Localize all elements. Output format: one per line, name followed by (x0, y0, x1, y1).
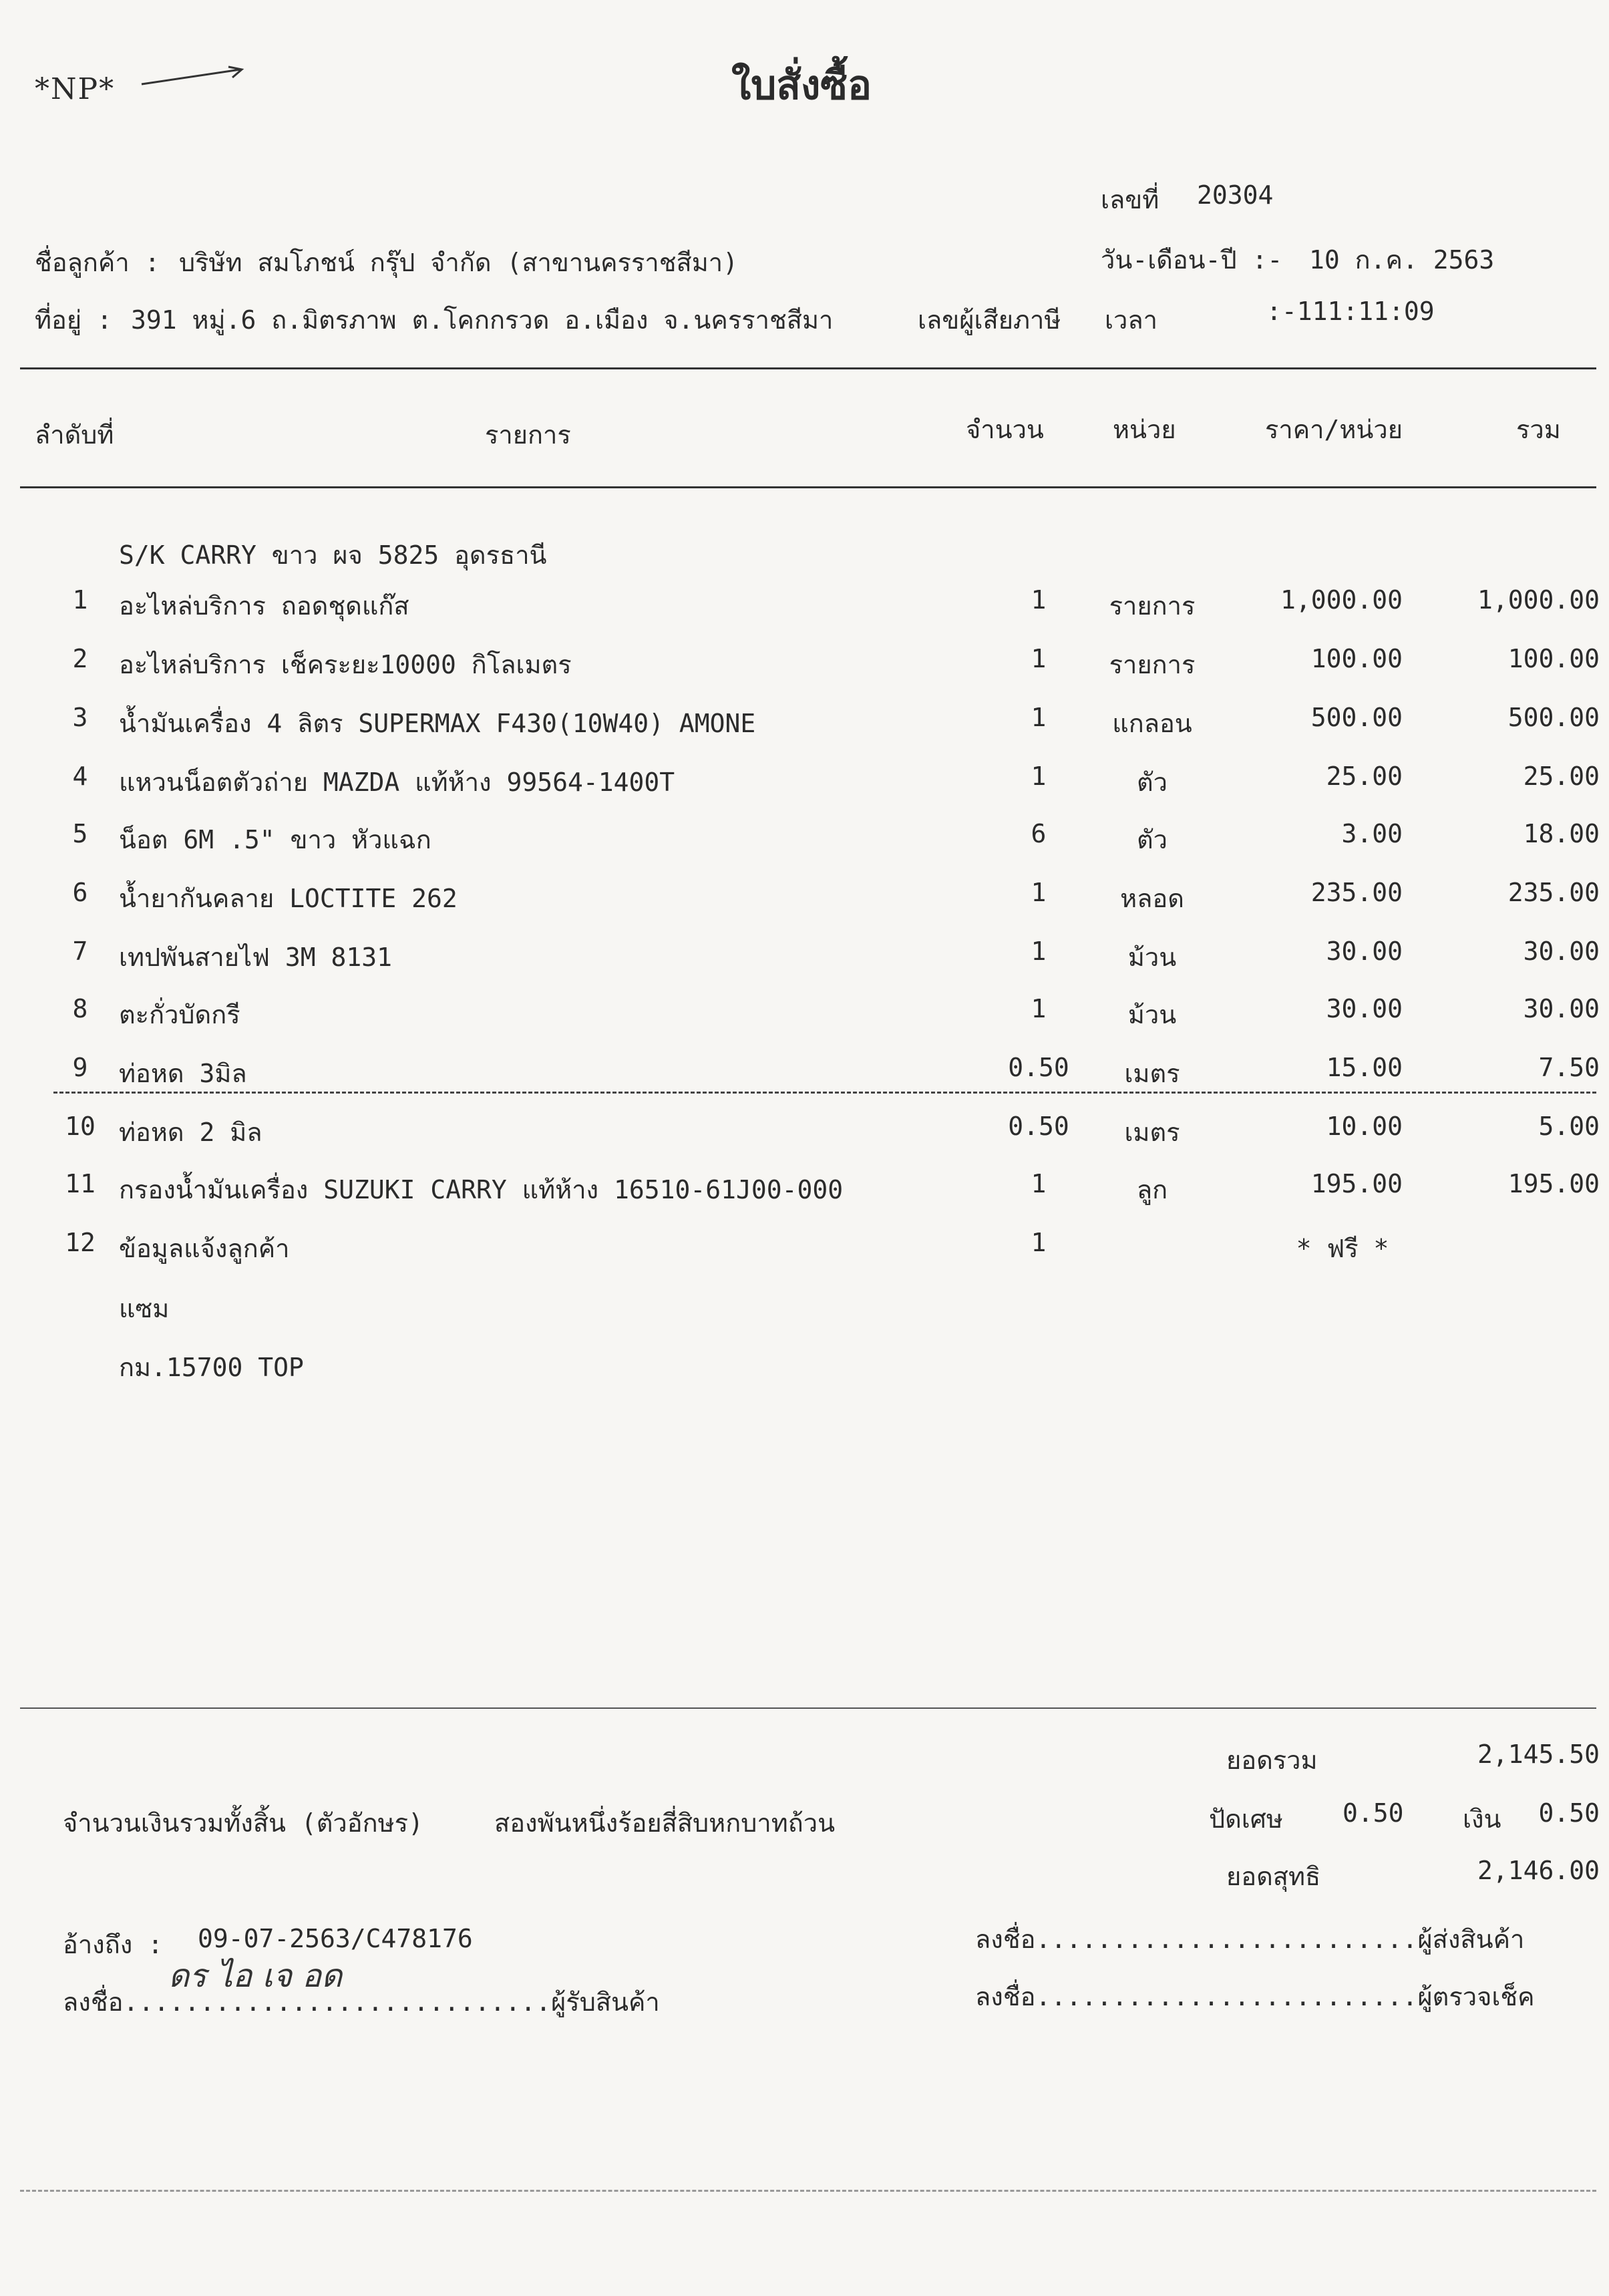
rounding-label: ปัดเศษ (1209, 1804, 1283, 1834)
item-qty: 1 (1031, 762, 1047, 791)
item-desc: อะไหล่บริการ เช็คระยะ10000 กิโลเมตร (119, 650, 572, 679)
item-no: 7 (72, 937, 88, 966)
item-desc: กรองน้ำมันเครื่อง SUZUKI CARRY แท้ห้าง 16510-61J00-000 (119, 1175, 844, 1204)
doc-no-value: 20304 (1197, 180, 1274, 210)
item-total: 500.00 (1507, 703, 1600, 732)
item-unit: เมตร (1124, 1059, 1180, 1088)
item-unit: ม้วน (1127, 943, 1177, 972)
customer-value: บริษัท สมโภชน์ กรุ๊ป จำกัด (สาขานครราชสีมา) (179, 248, 738, 277)
table-row (0, 585, 1609, 639)
item-unit: หลอด (1120, 884, 1184, 913)
item-no: 6 (72, 878, 88, 907)
item-unit: แกลอน (1112, 709, 1192, 738)
item-total: 30.00 (1523, 937, 1600, 966)
item-total: 235.00 (1507, 878, 1600, 907)
item-qty: 0.50 (1008, 1112, 1069, 1141)
item-no: 12 (65, 1228, 96, 1257)
cash-label: เงิน (1463, 1804, 1501, 1834)
item-total: 195.00 (1507, 1169, 1600, 1198)
item-unit: รายการ (1109, 650, 1196, 679)
doc-no-label: เลขที่ (1101, 185, 1159, 214)
item-no: 2 (72, 644, 88, 673)
col-unit-header: หน่วย (1113, 415, 1176, 444)
col-total-header: รวม (1516, 415, 1561, 444)
item-desc: เทปพันสายไฟ 3M 8131 (119, 943, 393, 972)
vehicle-info: S/K CARRY ขาว ผจ 5825 อุดรธานี (119, 540, 547, 570)
item-qty: 1 (1031, 937, 1047, 966)
item-price: 235.00 (1310, 878, 1403, 907)
item-desc: ท่อหด 2 มิล (119, 1118, 262, 1147)
col-no-header: ลำดับที่ (35, 420, 114, 450)
item-total: 1,000.00 (1477, 585, 1600, 615)
table-row (0, 703, 1609, 756)
item-total: 18.00 (1523, 819, 1600, 848)
net-value: 2,146.00 (1477, 1856, 1600, 1885)
item-total: 7.50 (1538, 1053, 1600, 1082)
item-price: 15.00 (1326, 1053, 1403, 1082)
item-qty: 1 (1031, 878, 1047, 907)
item-no: 4 (72, 762, 88, 791)
table-row (0, 1169, 1609, 1222)
receiver-handwritten-signature: ดร ไอ เจ อด (168, 1957, 343, 1995)
col-price-header: ราคา/หน่วย (1265, 415, 1403, 444)
item-price: 10.00 (1326, 1112, 1403, 1141)
item-price: 25.00 (1326, 762, 1403, 791)
item-no: 11 (65, 1169, 96, 1198)
subtotal-value: 2,145.50 (1477, 1740, 1600, 1769)
time-label: เวลา (1105, 305, 1157, 335)
table-row (0, 1112, 1609, 1165)
item-desc: น้ำยากันคลาย LOCTITE 262 (119, 884, 458, 913)
item-price: 30.00 (1326, 994, 1403, 1023)
item-price: 100.00 (1310, 644, 1403, 673)
item-desc: อะไหล่บริการ ถอดชุดแก๊ส (119, 591, 409, 621)
subtotal-label: ยอดรวม (1226, 1746, 1318, 1775)
item-unit: ลูก (1136, 1175, 1168, 1204)
col-qty-header: จำนวน (966, 415, 1044, 444)
item-price: 195.00 (1310, 1169, 1403, 1198)
item-price: 1,000.00 (1280, 585, 1403, 615)
item-qty: 1 (1031, 703, 1047, 732)
amount-words-label: จำนวนเงินรวมทั้งสิ้น (ตัวอักษร) (63, 1808, 423, 1838)
date-label: วัน-เดือน-ปี :- (1101, 245, 1283, 275)
np-stamp: *NP* (35, 72, 116, 106)
item-unit: ตัว (1136, 825, 1168, 854)
item-price: * ฟรี * (1296, 1234, 1389, 1263)
document-title: ใบสั่งซื้อ (731, 62, 872, 109)
receiver-sign-line: ลงชื่อ............................ผู้รับสินค้า (63, 1987, 660, 2017)
checker-sign-line: ลงชื่อ.........................ผู้ตรวจเช็ค (975, 1982, 1535, 2011)
item-unit: ตัว (1136, 768, 1168, 797)
item-qty: 6 (1031, 819, 1047, 848)
amount-words-value: สองพันหนึ่งร้อยสี่สิบหกบาทถ้วน (494, 1808, 836, 1838)
item-no: 5 (72, 819, 88, 848)
table-row (0, 937, 1609, 990)
item-desc: น้ำมันเครื่อง 4 ลิตร SUPERMAX F430(10W40) AMONE (119, 709, 756, 738)
item-total: 30.00 (1523, 994, 1600, 1023)
time-value: :-111:11:09 (1266, 297, 1435, 326)
customer-label: ชื่อลูกค้า : (35, 248, 160, 277)
item-price: 3.00 (1341, 819, 1403, 848)
item-total: 100.00 (1507, 644, 1600, 673)
date-value: 10 ก.ค. 2563 (1309, 245, 1495, 275)
table-row (0, 994, 1609, 1047)
col-desc-header: รายการ (485, 420, 571, 450)
address-label: ที่อยู่ : (35, 305, 112, 335)
rounding-value: 0.50 (1343, 1798, 1404, 1828)
item-qty: 1 (1031, 994, 1047, 1023)
sender-sign-line: ลงชื่อ.........................ผู้ส่งสินค้า (975, 1925, 1525, 1954)
item-no: 9 (72, 1053, 88, 1082)
item-qty: 1 (1031, 1169, 1047, 1198)
item-desc: น็อต 6M .5" ขาว หัวแฉก (119, 825, 431, 854)
note-line: กม.15700 TOP (119, 1353, 304, 1382)
cash-value: 0.50 (1538, 1798, 1600, 1828)
item-no: 10 (65, 1112, 96, 1141)
stamp-arrow-mark (140, 64, 247, 91)
bottom-tear-line (20, 2190, 1596, 2192)
tax-id-label: เลขผู้เสียภาษี (918, 305, 1061, 335)
item-no: 3 (72, 703, 88, 732)
item-price: 30.00 (1326, 937, 1403, 966)
column-header-divider (20, 486, 1596, 488)
net-label: ยอดสุทธิ (1226, 1862, 1321, 1891)
item-desc: ตะกั่วบัดกรี (119, 1000, 240, 1029)
item-unit: เมตร (1124, 1118, 1180, 1147)
summary-divider (20, 1707, 1596, 1709)
table-row (0, 762, 1609, 815)
item-no: 1 (72, 585, 88, 615)
reference-value: 09-07-2563/C478176 (198, 1924, 473, 1953)
table-row (0, 878, 1609, 931)
item-no: 8 (72, 994, 88, 1023)
table-row (0, 819, 1609, 872)
page-break-divider (53, 1092, 1596, 1094)
item-price: 500.00 (1310, 703, 1403, 732)
table-row (0, 1228, 1609, 1281)
item-total: 25.00 (1523, 762, 1600, 791)
reference-label: อ้างถึง : (63, 1930, 164, 1959)
table-row (0, 644, 1609, 697)
item-qty: 1 (1031, 1228, 1047, 1257)
item-unit: รายการ (1109, 591, 1196, 621)
item-total: 5.00 (1538, 1112, 1600, 1141)
table-row (0, 1053, 1609, 1106)
item-qty: 1 (1031, 585, 1047, 615)
item-unit: ม้วน (1127, 1000, 1177, 1029)
item-desc: ข้อมูลแจ้งลูกค้า (119, 1234, 290, 1263)
item-desc: ท่อหด 3มิล (119, 1059, 247, 1088)
header-divider (20, 367, 1596, 369)
note-line: แซม (119, 1294, 170, 1323)
item-desc: แหวนน็อตตัวถ่าย MAZDA แท้ห้าง 99564-1400T (119, 768, 675, 797)
address-value: 391 หมู่.6 ถ.มิตรภาพ ต.โคกกรวด อ.เมือง จ.นครราชสีมา (131, 305, 834, 335)
item-qty: 1 (1031, 644, 1047, 673)
item-qty: 0.50 (1008, 1053, 1069, 1082)
